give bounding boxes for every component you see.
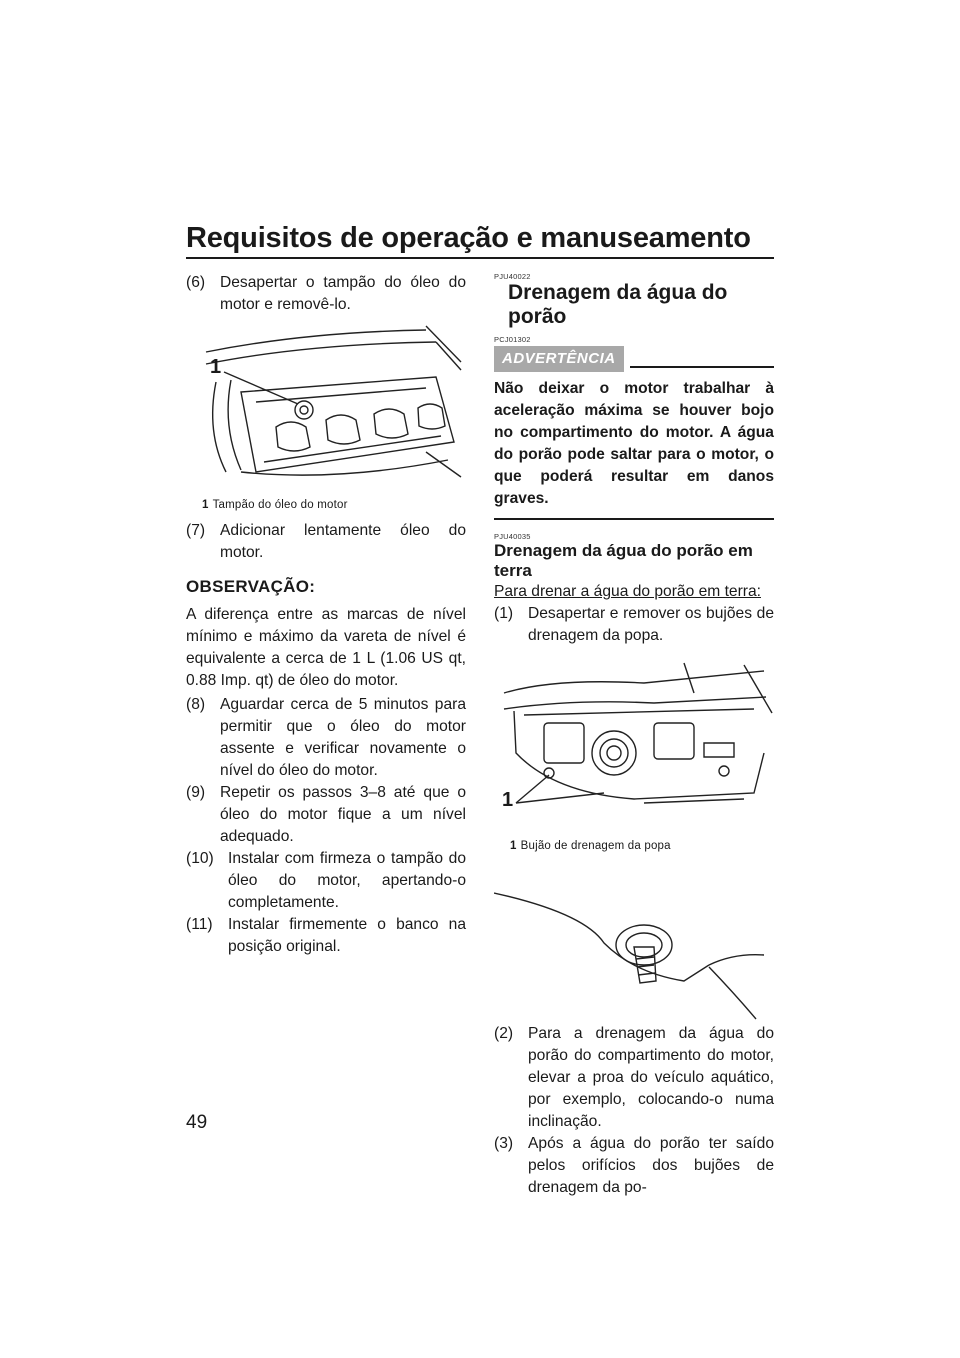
step-number: (10) <box>186 850 214 867</box>
warning-rule <box>630 366 774 368</box>
step-2 <box>494 1023 774 1133</box>
figure-oil-cap <box>186 322 466 492</box>
caption-number: 1 <box>202 499 209 511</box>
callout-number: 1 <box>210 356 222 378</box>
subsection-code: PJU40035 <box>494 532 531 541</box>
figure-caption <box>510 835 774 857</box>
step-9 <box>186 782 466 848</box>
step-6 <box>186 272 466 316</box>
callout-number: 1 <box>502 789 514 811</box>
section-code: PJU40022 <box>494 272 531 281</box>
step-7 <box>186 520 466 564</box>
step-text: Após a água do porão ter saído pelos orifícios dos bujões de drenagem da po- <box>528 1135 774 1196</box>
step-text: Instalar firmemente o banco na posição original. <box>228 916 466 955</box>
procedure-intro: Para drenar a água do porão em terra: <box>494 583 761 600</box>
header-rule <box>186 257 774 259</box>
step-text: Desapertar e remover os bujões de drenagem da popa. <box>528 605 774 644</box>
right-column <box>494 272 774 1199</box>
figure-drain-plugs <box>494 653 774 833</box>
left-column <box>186 272 466 958</box>
step-number: (9) <box>186 784 206 801</box>
page-header-title: Requisitos de operação e manuseamento <box>186 222 751 254</box>
page-number: 49 <box>186 1112 208 1133</box>
stern-drain-plug-illustration <box>494 653 774 833</box>
step-8 <box>186 694 466 782</box>
warning-badge: ADVERTÊNCIA <box>494 346 624 372</box>
step-number: (2) <box>494 1025 514 1042</box>
step-3 <box>494 1133 774 1199</box>
step-text: Para a drenagem da água do porão do compartimento do motor, elevar a proa do veículo aquático, por exemplo, colocando-o numa inclinação. <box>528 1025 774 1130</box>
step-text: Desapertar o tampão do óleo do motor e removê-lo. <box>220 274 466 313</box>
note-title: OBSERVAÇÃO: <box>186 577 316 596</box>
note-body: A diferença entre as marcas de nível mínimo e máximo da vareta de nível é equivalente a cerca de 1 L (1.06 US qt, 0.88 Imp. qt) de óleo do motor. <box>186 606 466 689</box>
step-number: (1) <box>494 605 514 622</box>
section-title: Drenagem da água do porão <box>508 281 728 328</box>
caption-text: Tampão do óleo do motor <box>212 499 348 511</box>
step-text: Aguardar cerca de 5 minutos para permitir que o óleo do motor assente e verificar novamente o nível do óleo do motor. <box>220 696 466 779</box>
warning-header <box>494 346 774 372</box>
step-text: Instalar com firmeza o tampão do óleo do motor, apertando-o completamente. <box>228 850 466 911</box>
step-text: Adicionar lentamente óleo do motor. <box>220 522 466 561</box>
step-1 <box>494 603 774 647</box>
drain-plug-detail-illustration <box>494 863 774 1023</box>
engine-oil-cap-illustration <box>186 322 466 492</box>
step-text: Repetir os passos 3–8 até que o óleo do motor fique a um nível adequado. <box>220 784 466 845</box>
step-number: (6) <box>186 274 206 291</box>
figure-drain-plug-detail <box>494 863 774 1023</box>
step-number: (7) <box>186 522 206 539</box>
subsection-title: Drenagem da água do porão em terra <box>494 541 753 580</box>
step-number: (3) <box>494 1135 514 1152</box>
caption-number: 1 <box>510 840 517 852</box>
warning-code: PCJ01302 <box>494 335 531 344</box>
warning-text: Não deixar o motor trabalhar à aceleração máxima se houver bojo no compartimento do motor. A água do porão pode saltar para o motor, o que poderá resultar em danos graves. <box>494 380 774 507</box>
caption-text: Bujão de drenagem da popa <box>520 840 671 852</box>
step-11 <box>186 914 466 958</box>
figure-caption <box>202 494 466 516</box>
step-number: (8) <box>186 696 206 713</box>
step-10 <box>186 848 466 914</box>
step-number: (11) <box>186 916 213 933</box>
warning-end-rule <box>494 518 774 520</box>
